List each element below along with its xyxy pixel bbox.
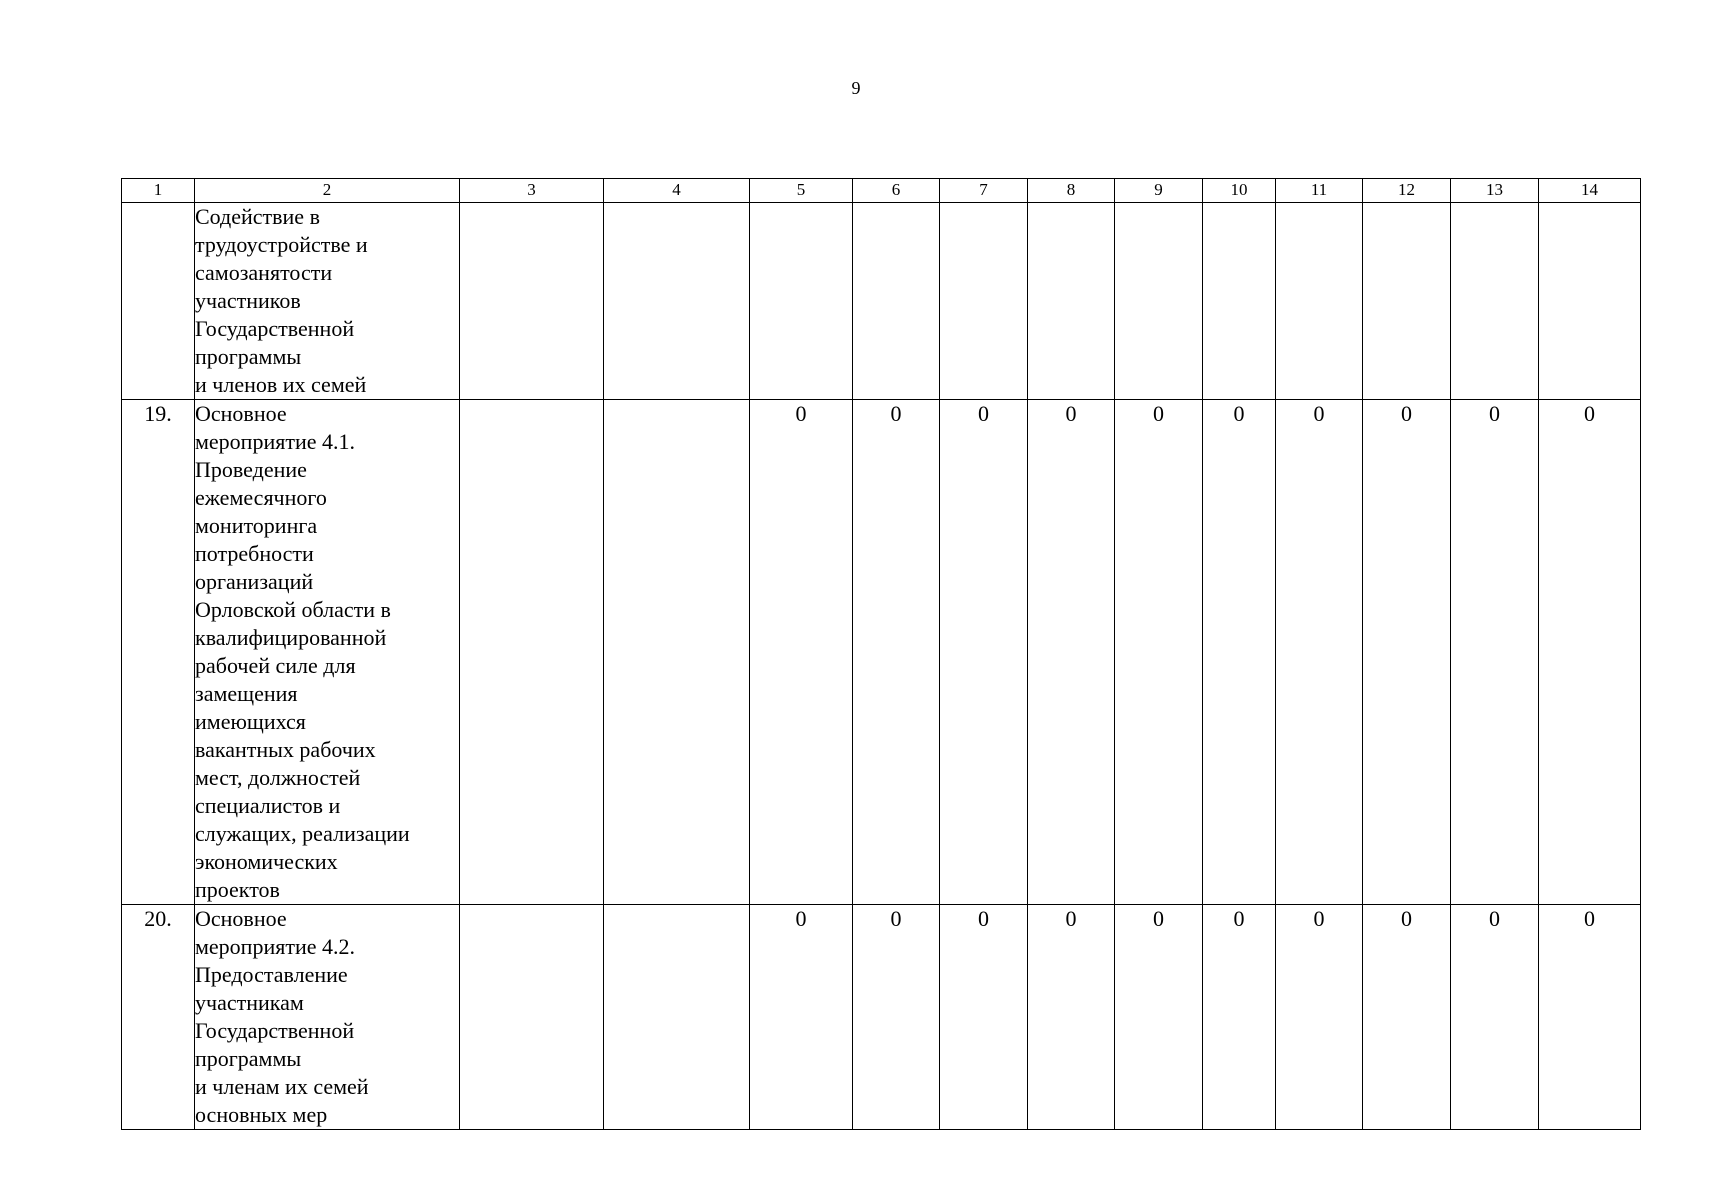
header-cell: 1 [122,179,195,203]
value-cell: 0 [1115,905,1203,1130]
value-cell: 0 [853,400,940,905]
table-row [122,905,1641,1130]
value-cell: 0 [1451,905,1539,1130]
row-name: Основное мероприятие 4.1. Проведение ежемесячного мониторинга потребности организаций Орловской области в квалифицированной рабочей силе для замещения имеющихся вакантных рабочих мест, должностей специалистов и служащих, реализации экономических проектов [195,400,460,905]
header-cell: 6 [853,179,940,203]
cell-col4 [604,400,750,905]
cell-col3 [460,400,604,905]
value-cell: 0 [1451,400,1539,905]
value-cell: 0 [1276,905,1363,1130]
header-row [122,179,1641,203]
table-row [122,400,1641,905]
value-cell: 0 [1203,905,1276,1130]
row-number [122,203,195,400]
value-cell: 0 [1028,400,1115,905]
value-cell: 0 [940,400,1028,905]
header-cell: 14 [1539,179,1641,203]
program-table [121,178,1641,1130]
row-name: Основное мероприятие 4.2. Предоставление участникам Государственной программы и членам их семей основных мер [195,905,460,1130]
value-cell [750,203,853,400]
header-cell: 8 [1028,179,1115,203]
value-cell: 0 [1203,400,1276,905]
header-cell: 13 [1451,179,1539,203]
row-name: Содействие в трудоустройстве и самозанятости участников Государственной программы и членов их семей [195,203,460,400]
value-cell [1203,203,1276,400]
row-number: 19. [122,400,195,905]
value-cell [1539,203,1641,400]
row-number: 20. [122,905,195,1130]
value-cell: 0 [1363,400,1451,905]
header-cell: 9 [1115,179,1203,203]
value-cell: 0 [750,905,853,1130]
header-cell: 2 [195,179,460,203]
value-cell: 0 [1539,905,1641,1130]
value-cell: 0 [1028,905,1115,1130]
header-cell: 3 [460,179,604,203]
header-cell: 11 [1276,179,1363,203]
table-row [122,203,1641,400]
value-cell: 0 [1115,400,1203,905]
value-cell: 0 [1276,400,1363,905]
value-cell [1276,203,1363,400]
value-cell [1028,203,1115,400]
cell-col3 [460,203,604,400]
header-cell: 10 [1203,179,1276,203]
header-cell: 12 [1363,179,1451,203]
value-cell: 0 [750,400,853,905]
cell-col4 [604,905,750,1130]
value-cell [1451,203,1539,400]
cell-col3 [460,905,604,1130]
header-cell: 4 [604,179,750,203]
header-cell: 7 [940,179,1028,203]
header-cell: 5 [750,179,853,203]
value-cell: 0 [853,905,940,1130]
value-cell: 0 [1539,400,1641,905]
value-cell: 0 [940,905,1028,1130]
value-cell [853,203,940,400]
value-cell: 0 [1363,905,1451,1130]
value-cell [1115,203,1203,400]
value-cell [940,203,1028,400]
page-number: 9 [851,78,861,98]
value-cell [1363,203,1451,400]
cell-col4 [604,203,750,400]
